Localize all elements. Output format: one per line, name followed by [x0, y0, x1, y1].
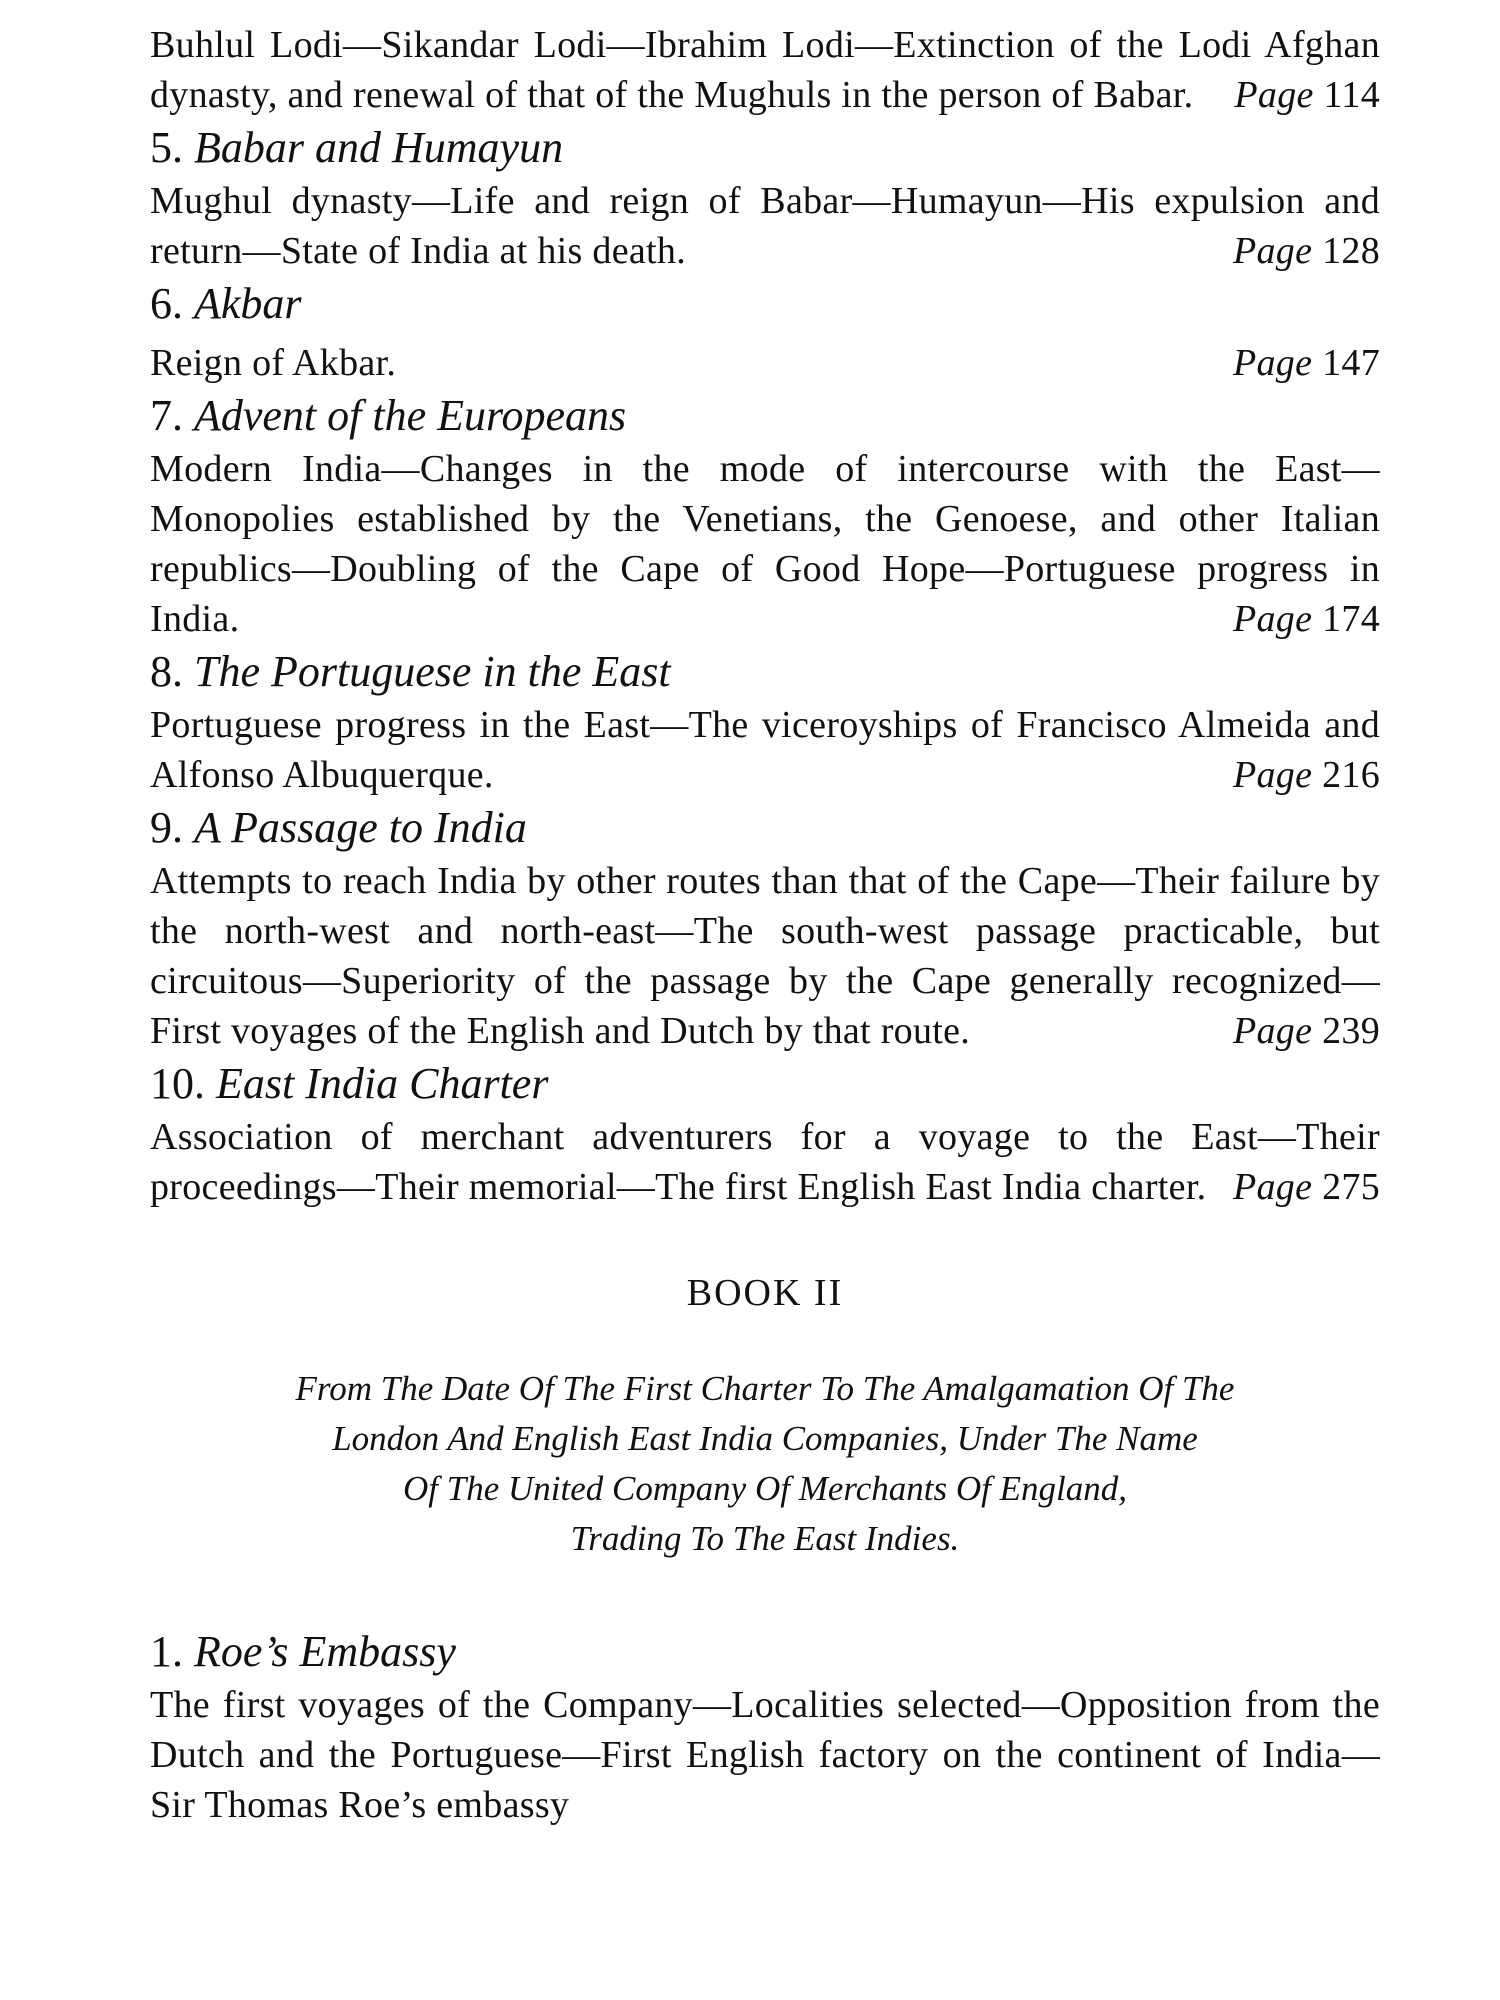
chapter-title: A Passage to India [194, 803, 527, 852]
synopsis-text: Modern India—Changes in the mode of intercourse with the East—Monopolies established by the Venetians, the Genoese, and other Italian republics—Doubling of the Cape of Good Hope—Portuguese progress in India. [150, 448, 1380, 640]
chapter-heading [150, 800, 1380, 856]
chapter-entry [150, 800, 1380, 1056]
synopsis-text: Association of merchant adventurers for a voyage to the East—Their proceedings—Their memorial—The first English East India charter. [150, 1116, 1380, 1208]
chapter-synopsis [150, 176, 1380, 276]
chapter-number: 10. [150, 1059, 205, 1108]
chapter-number: 9. [150, 803, 183, 852]
page-number: 174 [1322, 598, 1380, 640]
page-label: Page [1233, 1010, 1313, 1052]
chapter-entry [150, 1056, 1380, 1212]
chapter-heading [150, 388, 1380, 444]
chapter-entry [150, 1624, 1380, 1830]
chapter-number: 8. [150, 647, 183, 696]
page-label: Page [1233, 754, 1313, 796]
chapter-title: Babar and Humayun [194, 123, 564, 172]
chapter-entry [150, 388, 1380, 644]
page-reference [1233, 226, 1380, 276]
chapter-entry [150, 276, 1380, 388]
chapter-title: Roe’s Embassy [194, 1627, 456, 1676]
synopsis-text: Mughul dynasty—Life and reign of Babar—Humayun—His expulsion and return—State of India at his death. [150, 180, 1380, 272]
page-reference [1233, 1006, 1380, 1056]
chapter-number: 5. [150, 123, 183, 172]
chapter-title: East India Charter [216, 1059, 549, 1108]
chapter-entry [150, 120, 1380, 276]
chapter-synopsis [150, 338, 1380, 388]
page-number: 147 [1322, 342, 1380, 384]
chapter-number: 7. [150, 391, 183, 440]
book-chapters [150, 1624, 1380, 1830]
page-label: Page [1233, 230, 1313, 272]
chapter-heading [150, 276, 1380, 332]
synopsis-text: Portuguese progress in the East—The viceroyships of Francisco Almeida and Alfonso Albuquerque. [150, 704, 1380, 796]
book-subtitle-line: Trading To The East Indies. [570, 1519, 960, 1558]
synopsis-text: Buhlul Lodi—Sikandar Lodi—Ibrahim Lodi—Extinction of the Lodi Afghan dynasty, and renewal of that of the Mughuls in the person of Babar. [150, 24, 1380, 116]
page-label: Page [1234, 74, 1314, 116]
page-reference [1233, 338, 1380, 388]
synopsis-text: Attempts to reach India by other routes than that of the Cape—Their failure by the north-west and north-east—The south-west passage practicable, but circuitous—Superiority of the passage by the Cape generally recognized—First voyages of the English and Dutch by that route. [150, 860, 1380, 1052]
synopsis-text: The first voyages of the Company—Localities selected—Opposition from the Dutch and the Portuguese—First English factory on the continent of India—Sir Thomas Roe’s embassy [150, 1684, 1380, 1826]
book-subtitle-line: London And English East India Companies, Under The Name [332, 1419, 1198, 1458]
page-number: 216 [1322, 754, 1380, 796]
page-label: Page [1233, 342, 1313, 384]
chapter-synopsis [150, 20, 1380, 120]
page-number: 128 [1322, 230, 1380, 272]
page-label: Page [1233, 1166, 1313, 1208]
chapter-title: Advent of the Europeans [194, 391, 627, 440]
book-subtitle [155, 1364, 1375, 1564]
chapter-synopsis [150, 1112, 1380, 1212]
chapter-entry [150, 644, 1380, 800]
chapter-synopsis [150, 1680, 1380, 1830]
page-reference [1233, 1162, 1380, 1212]
contents-page [150, 20, 1380, 1830]
chapter-heading [150, 644, 1380, 700]
page-reference [1234, 70, 1380, 120]
book-section-header [150, 1268, 1380, 1564]
book-title: BOOK II [686, 1272, 844, 1314]
page-reference [1233, 594, 1380, 644]
chapter-synopsis [150, 856, 1380, 1056]
page-number: 275 [1322, 1166, 1380, 1208]
synopsis-text: Reign of Akbar. [150, 342, 397, 384]
book-subtitle-line: Of The United Company Of Merchants Of England, [403, 1469, 1127, 1508]
chapter-title: Akbar [194, 279, 302, 328]
chapter-synopsis [150, 700, 1380, 800]
chapter-title: The Portuguese in the East [194, 647, 671, 696]
page-reference [1233, 750, 1380, 800]
book-subtitle-line: From The Date Of The First Charter To The Amalgamation Of The [295, 1369, 1235, 1408]
page-number: 239 [1322, 1010, 1380, 1052]
page-number: 114 [1323, 74, 1380, 116]
chapter-number: 1. [150, 1627, 183, 1676]
chapter-heading [150, 1624, 1380, 1680]
chapter-heading [150, 120, 1380, 176]
chapter-heading [150, 1056, 1380, 1112]
chapter-synopsis [150, 444, 1380, 644]
page-label: Page [1233, 598, 1313, 640]
chapter-number: 6. [150, 279, 183, 328]
